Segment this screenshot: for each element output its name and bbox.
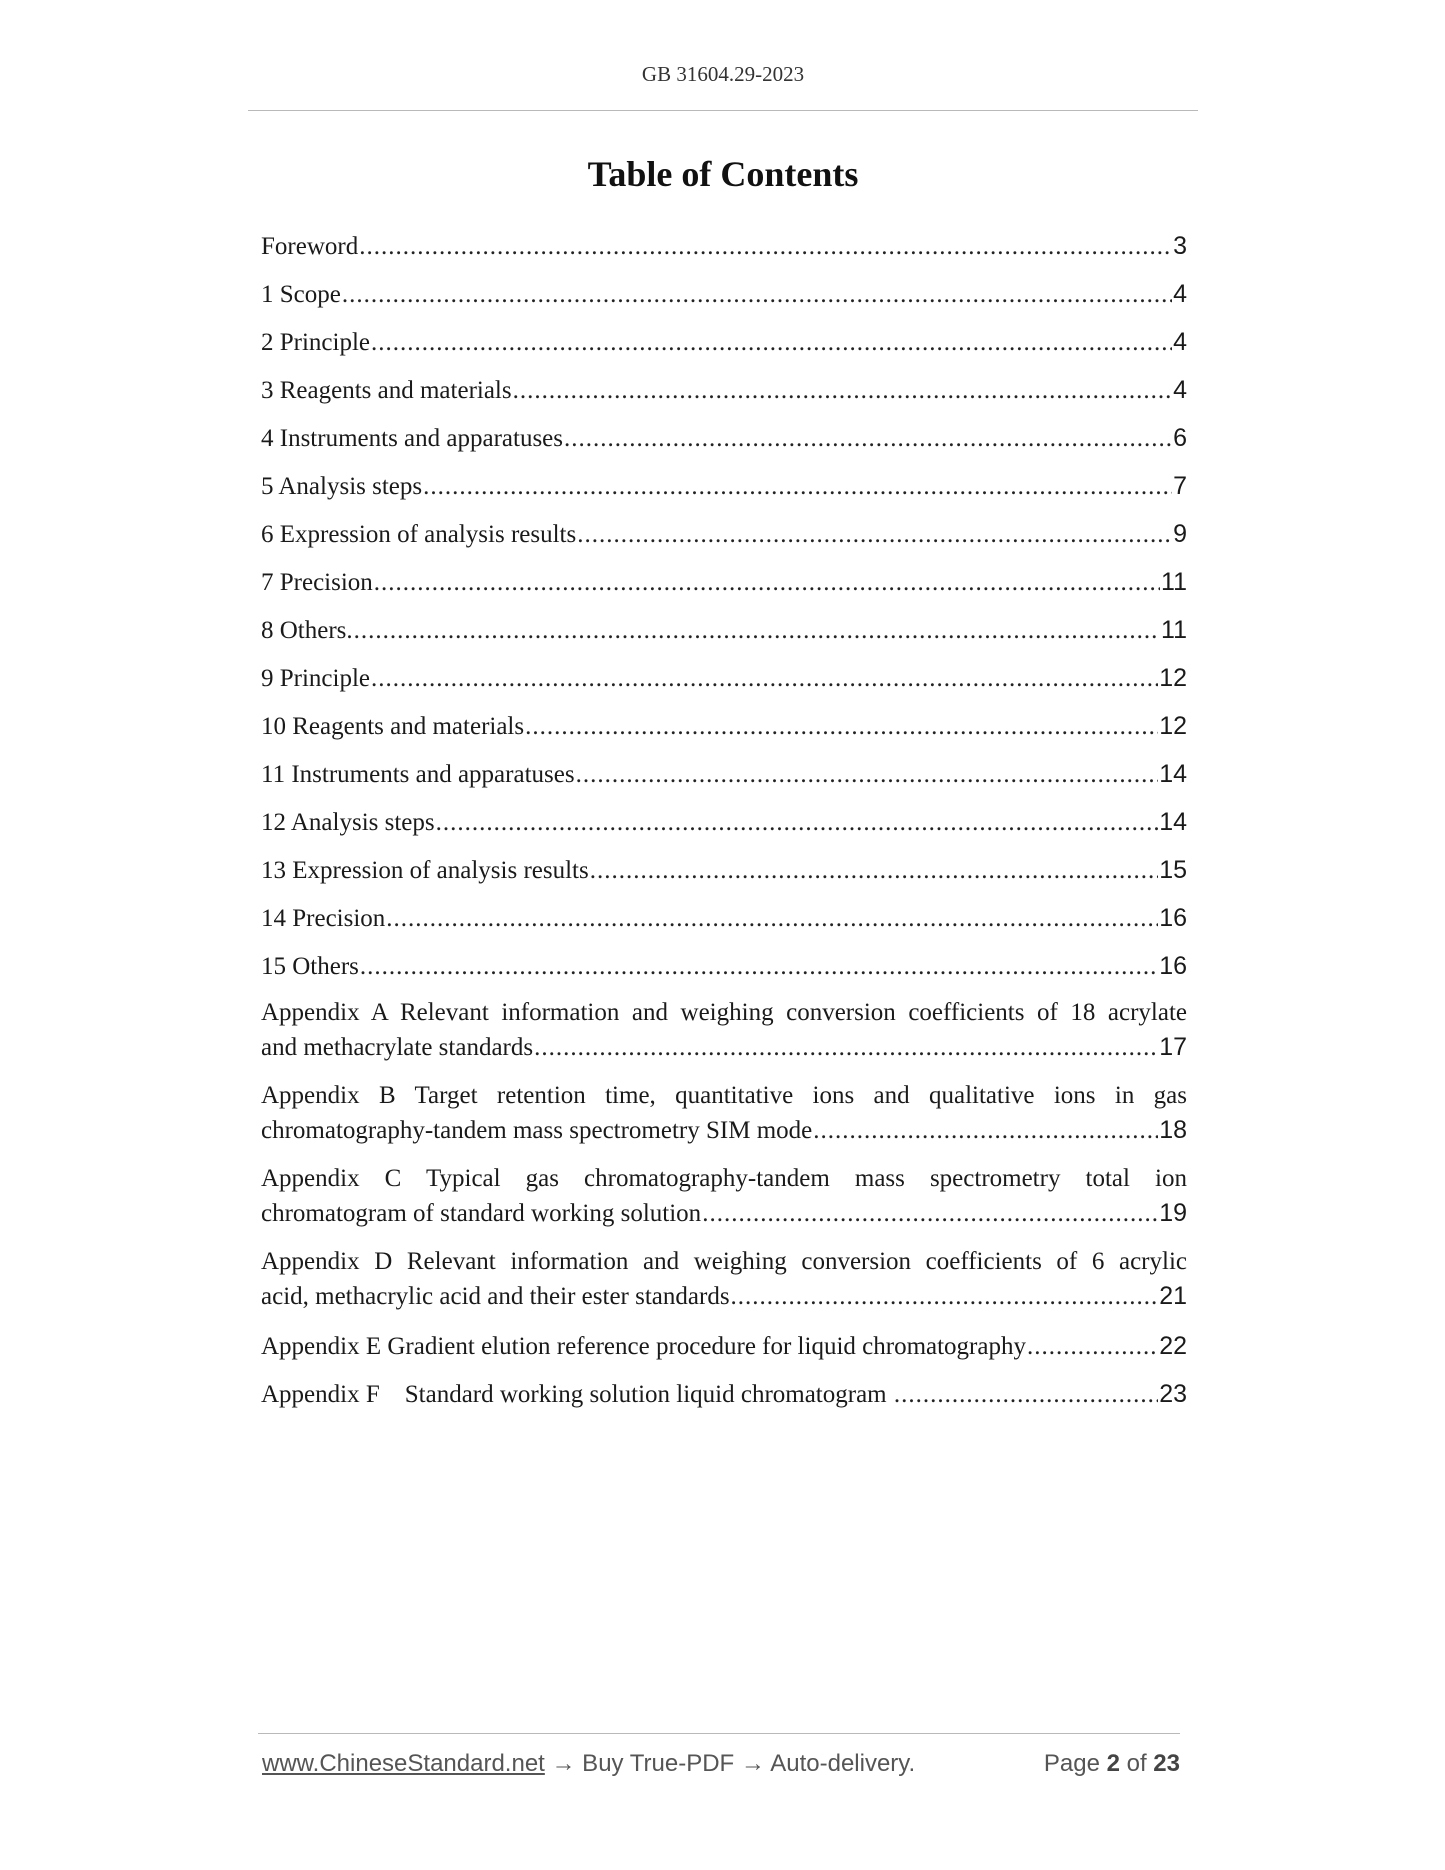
page-indicator [1044,1750,1180,1778]
toc-entry-label: 15 Others [261,953,359,980]
dot-leader [564,415,1172,463]
page-title: Table of Contents [587,154,859,194]
toc-entry-appendix-f[interactable] [261,1370,1187,1418]
of-word: of [1119,1750,1154,1777]
toc-entry-page: 17 [1159,1033,1187,1061]
toc-entry-page: 22 [1159,1332,1187,1360]
dot-leader [371,655,1158,703]
toc-entry-appendix-e[interactable] [261,1322,1187,1370]
document-header: GB 31604.29-2023 [641,62,805,86]
toc-entry-page: 11 [1161,616,1187,644]
toc-entry-page: 7 [1173,472,1187,500]
toc-entry[interactable] [261,702,1187,750]
toc-entry-page: 3 [1173,232,1187,260]
toc-entry-page: 19 [1159,1199,1187,1227]
toc-entry-label: 13 Expression of analysis results [261,857,589,884]
toc-entry-label: Appendix A Relevant information and weighing conversion coefficients of 18 acrylate [261,999,1187,1026]
footer-promo-text: → Buy True-PDF → Auto-delivery. [544,1750,916,1777]
toc-entry-page: 4 [1173,328,1187,356]
footer-promo [262,1750,915,1778]
toc-entry-label: 5 Analysis steps [261,473,423,500]
toc-entry-appendix-c[interactable] [261,1156,1187,1239]
toc-entry[interactable] [261,366,1187,414]
toc-entry-page: 14 [1159,760,1187,788]
toc-entry-page: 15 [1159,856,1187,884]
dot-leader [374,559,1160,607]
toc-entry-page: 6 [1173,424,1187,452]
footer-divider [258,1733,1180,1734]
toc-entry-label: Appendix E Gradient elution reference procedure for liquid chromatography [261,1333,1026,1360]
dot-leader [360,943,1158,991]
toc-entry-page: 18 [1159,1116,1187,1144]
toc-entry-label: Appendix C Typical gas chromatography-tandem mass spectrometry total ion [261,1165,1187,1192]
dot-leader [386,895,1158,943]
toc-entry[interactable] [261,798,1187,846]
dot-leader [731,1279,1159,1314]
dot-leader [894,1371,1158,1419]
toc-entry-label: 10 Reagents and materials [261,713,525,740]
toc-entry[interactable] [261,270,1187,318]
toc-entry-label: Foreword [261,233,359,260]
toc-entry-label-continued: chromatogram of standard working solution [261,1200,702,1227]
toc-entry[interactable] [261,462,1187,510]
toc-entry-appendix-b[interactable] [261,1073,1187,1156]
toc-entry-label: 8 Others. [261,617,353,644]
dot-leader [354,607,1160,655]
dot-leader [1027,1323,1158,1371]
toc-entry-label: 11 Instruments and apparatuses [261,761,575,788]
toc-entry-label: Appendix D Relevant information and weighing conversion coefficients of 6 acrylic [261,1248,1187,1275]
dot-leader [371,319,1172,367]
toc-entry-label: Appendix F Standard working solution liquid chromatogram [261,1381,893,1408]
toc-entry[interactable] [261,750,1187,798]
toc-entry-label: 2 Principle [261,329,371,356]
toc-entry-page: 12 [1159,664,1187,692]
dot-leader [702,1196,1158,1231]
toc-entry-label: 9 Principle [261,665,371,692]
dot-leader [423,463,1172,511]
toc-entry[interactable] [261,846,1187,894]
toc-entry-page: 4 [1173,376,1187,404]
dot-leader [436,799,1159,847]
toc-entry-label: 7 Precision [261,569,373,596]
toc-entry-label: 14 Precision [261,905,386,932]
dot-leader [534,1030,1158,1065]
toc-entry-page: 12 [1159,712,1187,740]
toc-entry-appendix-d[interactable] [261,1239,1187,1322]
toc-entry[interactable] [261,654,1187,702]
toc-entry[interactable] [261,894,1187,942]
table-of-contents [261,222,1187,1418]
dot-leader [513,367,1172,415]
toc-entry-page: 21 [1159,1282,1187,1310]
page-footer [262,1750,1180,1778]
toc-entry-label: 6 Expression of analysis results [261,521,577,548]
dot-leader [590,847,1158,895]
dot-leader [359,223,1172,271]
toc-entry[interactable] [261,318,1187,366]
website-link[interactable]: www.ChineseStandard.net [262,1750,545,1777]
dot-leader [525,703,1158,751]
toc-entry-page: 11 [1161,568,1187,596]
toc-entry-page: 14 [1159,808,1187,836]
toc-entry-page: 4 [1173,280,1187,308]
header-divider [248,110,1198,111]
toc-entry-label: 3 Reagents and materials [261,377,512,404]
toc-entry-label: Appendix B Target retention time, quantitative ions and qualitative ions in gas [261,1082,1187,1109]
toc-entry-page: 23 [1159,1380,1187,1408]
toc-entry[interactable] [261,558,1187,606]
toc-entry[interactable] [261,942,1187,990]
toc-entry-appendix-a[interactable] [261,990,1187,1073]
toc-entry-page: 16 [1159,904,1187,932]
dot-leader [342,271,1172,319]
toc-entry[interactable] [261,606,1187,654]
total-page-count: 23 [1153,1750,1180,1777]
dot-leader [576,751,1159,799]
toc-entry-page: 16 [1159,952,1187,980]
toc-entry-page: 9 [1173,520,1187,548]
dot-leader [577,511,1172,559]
toc-entry-label: 1 Scope [261,281,341,308]
toc-entry[interactable] [261,222,1187,270]
dot-leader [813,1113,1158,1148]
page-word: Page [1043,1750,1107,1777]
toc-entry-label-continued: chromatography-tandem mass spectrometry SIM mode [261,1117,813,1144]
toc-entry-label-continued: acid, methacrylic acid and their ester standards [261,1283,730,1310]
current-page-number: 2 [1106,1750,1120,1777]
toc-entry-label: 12 Analysis steps [261,809,435,836]
toc-entry-label-continued: and methacrylate standards [261,1034,534,1061]
toc-entry-label: 4 Instruments and apparatuses [261,425,564,452]
toc-entry[interactable] [261,414,1187,462]
toc-entry[interactable] [261,510,1187,558]
